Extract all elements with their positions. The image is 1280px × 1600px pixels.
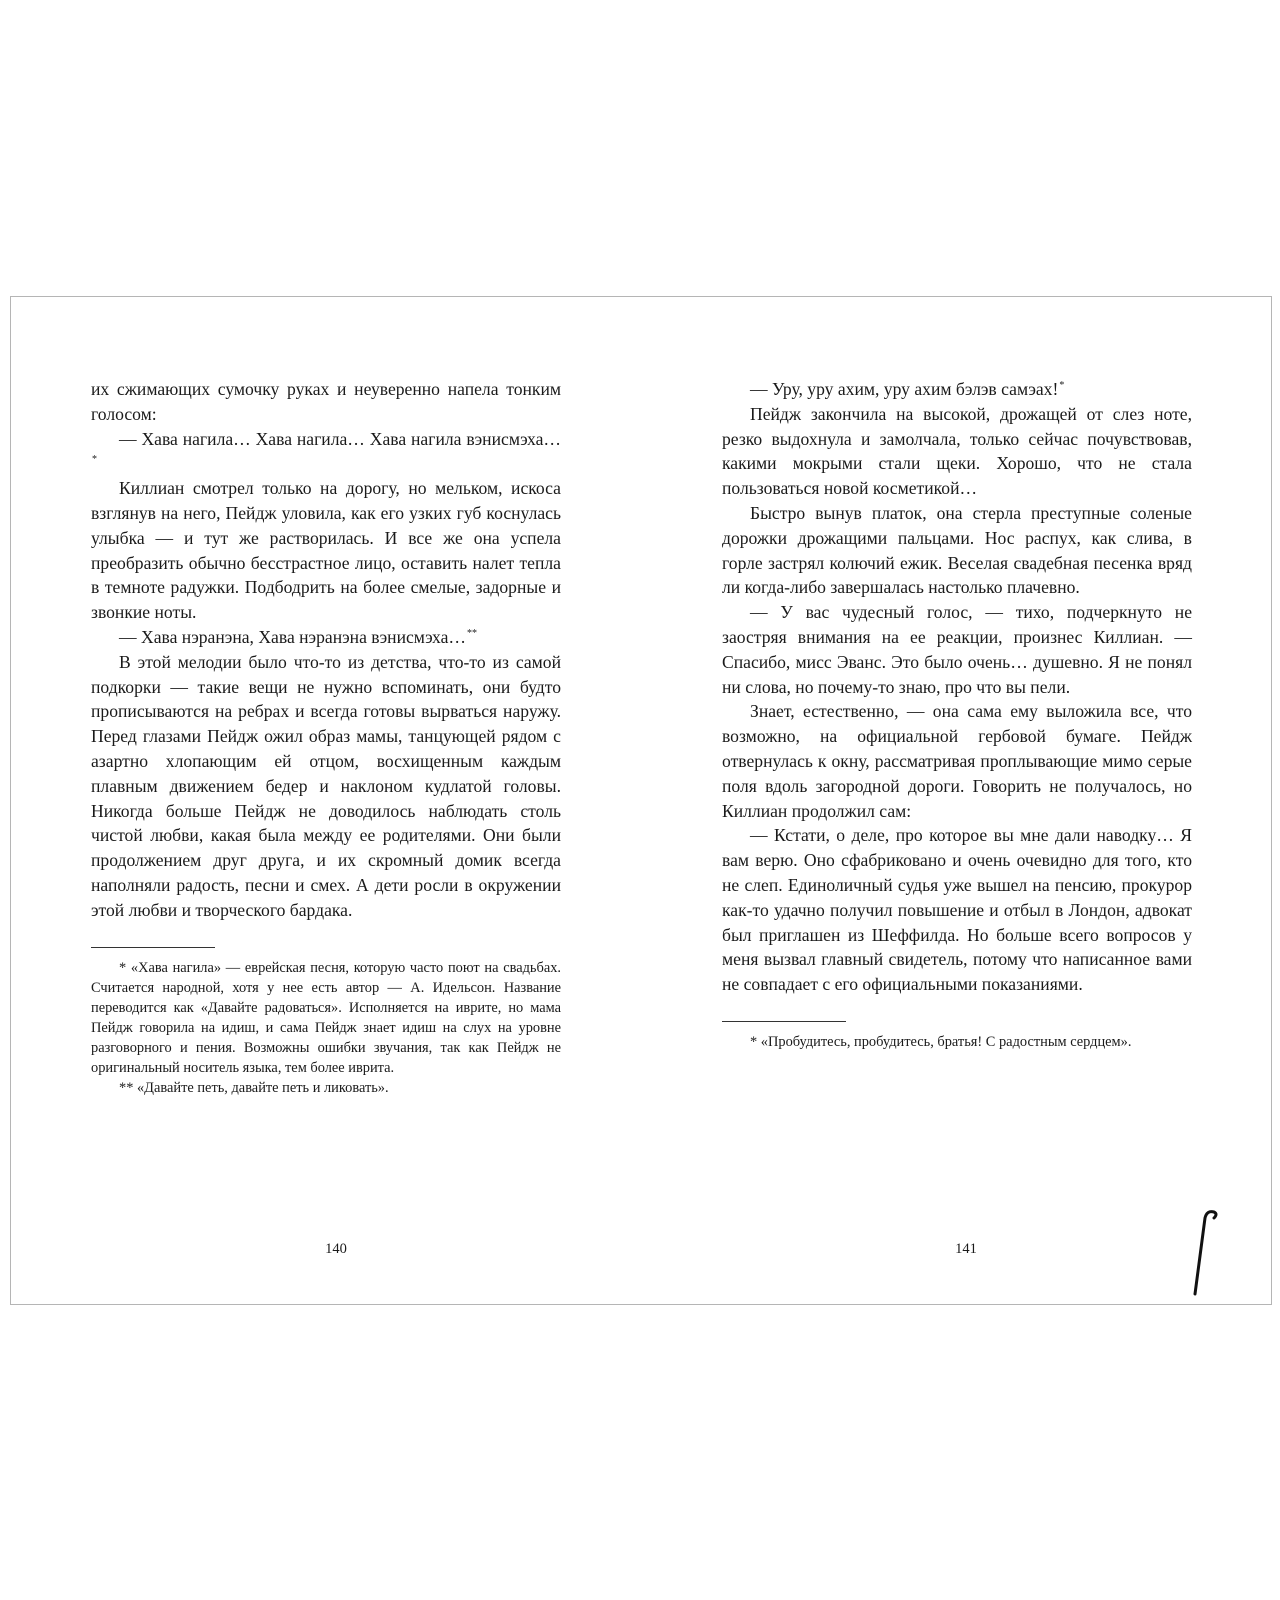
paragraph: их сжимающих сумочку руках и неуверенно напела тонким голосом: [91,379,561,424]
left-page-footnotes [91,958,561,1098]
paragraph: Быстро вынув платок, она стерла преступные соленые дорожки дрожащими пальцами. Нос распух, как слива, в горле застрял колючий ежик. Веселая свадебная песенка вряд ли когда-либо завершалась настолько плачевно. [722,502,1192,598]
page-number-left: 140 [325,1241,347,1257]
footnote: ** «Давайте петь, давайте петь и ликовать». [119,1079,389,1096]
right-page-footnotes [722,1032,1192,1052]
footnote: * «Пробудитесь, пробудитесь, братья! С радостным сердцем». [750,1033,1132,1050]
paragraph: — Уру, уру ахим, уру ахим бэлэв самэах!* [750,379,1065,399]
left-page [91,377,561,1098]
paragraph: — Хава нэранэна, Хава нэранэна вэнисмэха…** [119,626,477,647]
paragraph: — У вас чудесный голос, — тихо, подчеркнуто не заостряя внимания на ее реакции, произнес Киллиан. — Спасибо, мисс Эванс. Это было очень… душевно. Я не понял ни слова, но почему-то знаю, про что вы пели. [722,602,1192,697]
book-spread [10,296,1272,1305]
footnote-mark: * [92,454,97,466]
right-page [722,377,1192,1052]
paragraph: Киллиан смотрел только на дорогу, но мельком, искоса взглянув на него, Пейдж уловила, как его узких губ коснулась улыбка — и тут же растворилась. И все же она успела преобразить обычно бесстрастное лицо, оставить налет тепла в темноте радужки. Подбодрить на более смелые, задорные и звонкие ноты. [91,478,561,623]
paragraph: Пейдж закончила на высокой, дрожащей от слез ноте, резко выдохнула и замолчала, только сейчас почувствовав, какими мокрыми стали щеки. Хорошо, что не стала пользоваться новой косметикой… [722,403,1192,499]
right-page-body [722,377,1192,997]
paragraph: — Хава нагила… Хава нагила… Хава нагила вэнисмэха…* [92,428,561,466]
paragraph: Знает, естественно, — она сама ему выложила все, что возможно, на официальной гербовой бумаге. Пейдж отвернулась к окну, рассматривая проплывающие мимо серые поля вдоль загородной дороги. Говорить не получалось, но Киллиан продолжил сам: [722,701,1192,821]
footnote-rule [91,947,215,948]
paragraph: В этой мелодии было что-то из детства, что-то из самой подкорки — такие вещи не нужно вспоминать, они будто прописываются на ребрах и всегда готовы вырваться наружу. Перед глазами Пейдж ожил образ мамы, танцующей рядом с азартно хлопающим ей отцом, восхищенным каждым плавным движением бедер и наклоном кудлатой головы. Никогда больше Пейдж не доводилось наблюдать столь чистой любви, какая была между ее родителями. Они были продолжением друг друга, и их скромный домик всегда наполняли радость, песни и смех. А дети росли в окружении этой любви и творческого бардака. [91,651,561,920]
footnote-rule [722,1021,846,1022]
pen-stroke-icon [1192,1208,1232,1298]
footnote-mark: * [1059,380,1065,391]
page-number-right: 141 [955,1241,977,1257]
footnote: * «Хава нагила» — еврейская песня, которую часто поют на свадьбах. Считается народной, хотя у нее есть автор — А. Идельсон. Название переводится как «Давайте радоваться». Исполняется на иврите, но мама Пейдж говорила на идиш, и сама Пейдж знает идиш на слух на уровне разговорного и пения. Возможны ошибки звучания, так как Пейдж не оригинальный носитель языка, тем более иврита. [91,959,561,1076]
footnote-mark: ** [467,627,477,639]
left-page-body [91,377,561,923]
paragraph: — Кстати, о деле, про которое вы мне дали наводку… Я вам верю. Оно сфабриковано и очень очевидно для того, кто не слеп. Единоличный судья уже вышел на пенсию, прокурор как-то удачно получил повышение и отбыл в Лондон, адвокат был приглашен из Шеффилда. Но больше всего вопросов у меня вызвал главный свидетель, потому что написанное вами не совпадает с его официальными показаниями. [722,825,1192,995]
